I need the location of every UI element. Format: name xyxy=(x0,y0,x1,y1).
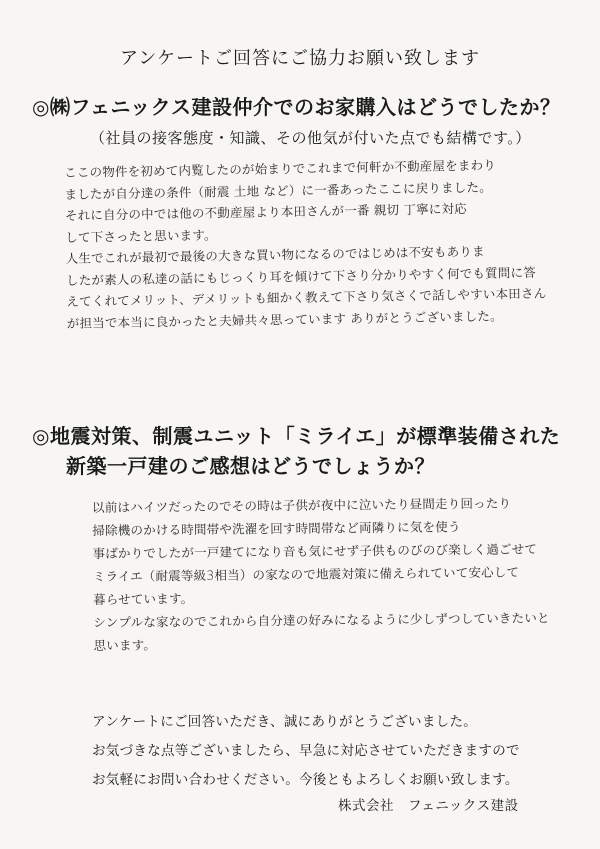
answer-2-line: 以前はハイツだったのでその時は子供が夜中に泣いたり昼間走り回ったり xyxy=(92,495,512,515)
answer-1-line: えてくれてメリット、デメリットも細かく教えて下さり気さくで話しやすい本田さん xyxy=(66,285,547,309)
answer-2-line: 事ばかりでしたが一戸建てになり音も気にせず子供ものびのび楽しく過ごせて xyxy=(92,541,538,561)
answer-2-line: シンプルな家なのでこれから自分達の好みになるように少しずつしていきたいと xyxy=(93,610,550,630)
answer-2-line: 掃除機のかける時間帯や洗濯を回す時間帯など両隣りに気を使う xyxy=(92,519,461,538)
question-2-line-2: 新築一戸建のご感想はどうでしょうか？ xyxy=(66,454,435,478)
answer-2-handwritten xyxy=(92,492,550,658)
answer-2-line: ミライエ（耐震等級3相当）の家なので地震対策に備えられていて安心して xyxy=(92,564,520,584)
survey-title: アンケートご回答にご協力お願い致します xyxy=(120,48,480,69)
question-1-note: （社員の接客態度・知識、その他気が付いた点でも結構です。） xyxy=(90,129,531,147)
answer-1-line: して下さったと思います。 xyxy=(65,226,217,245)
answer-1-line: 人生でこれが最初で最後の大きな買い物になるのではじめは不安もありま xyxy=(65,243,485,266)
answer-1-line: したが素人の私達の話にもじっくり耳を傾けて下さり分かりやすく何でも質問に答 xyxy=(65,264,537,288)
closing-line-1: アンケートにご回答いただき、誠にありがとうございました。 xyxy=(92,714,478,730)
answer-1-line: それに自分の中では他の不動産屋より本田さんが一番 親切 丁寧に対応 xyxy=(64,200,468,223)
question-1-heading: ◎㈱フェニックス建設仲介でのお家購入はどうでしたか？ xyxy=(32,95,561,119)
closing-line-3: お気軽にお問い合わせください。今後ともよろしくお願い致します。 xyxy=(92,772,519,788)
answer-2-line: 暮らせています。 xyxy=(92,590,194,607)
answer-1-line: ましたが自分達の条件（耐震 土地 など）に一番あったここに戻りました。 xyxy=(64,179,492,202)
question-2-line-1: ◎地震対策、制震ユニット「ミライエ」が標準装備された xyxy=(32,424,561,448)
company-signature: 株式会社 フェニックス建設 xyxy=(338,798,519,814)
closing-line-2: お気づきな点等ございましたら、早急に対応させていただきますので xyxy=(92,743,520,759)
question-2-heading xyxy=(32,421,592,481)
answer-2-line: 思います。 xyxy=(93,637,157,653)
answer-1-line: が担当で本当に良かったと夫婦共々思っています ありがとうございました。 xyxy=(66,307,503,331)
answer-1-line: ここの物件を初めて内覧したのが始まりでこれまで何軒か不動産屋をまわり xyxy=(64,157,497,180)
answer-1-handwritten xyxy=(64,155,547,335)
